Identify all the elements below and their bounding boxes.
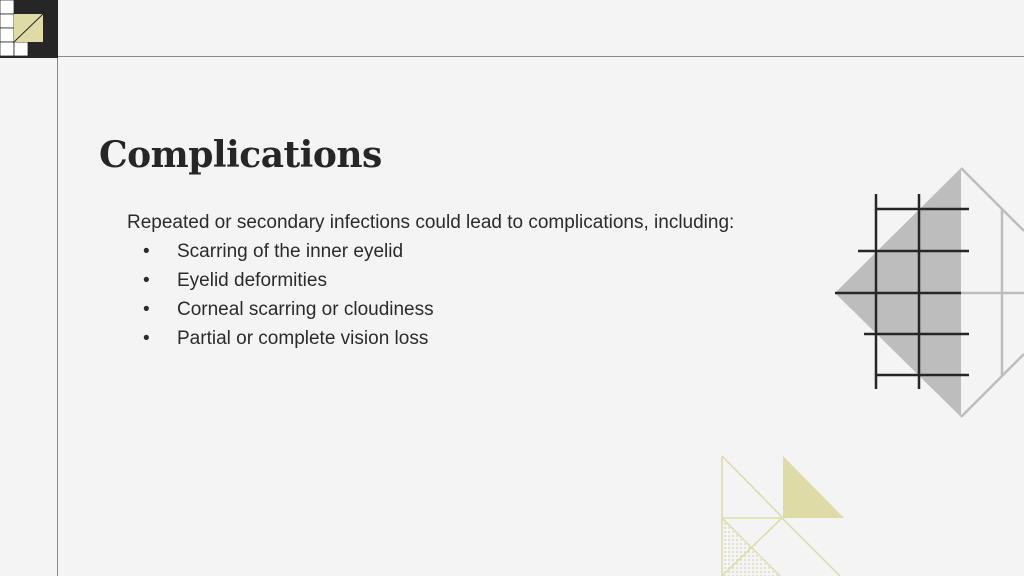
list-item-text: Corneal scarring or cloudiness <box>177 299 434 320</box>
top-divider-line <box>57 56 1024 57</box>
list-item-text: Partial or complete vision loss <box>177 328 429 349</box>
diamond-grid-graphic-icon <box>832 165 1024 420</box>
bullet-dot-icon: • <box>143 241 150 262</box>
bullet-dot-icon: • <box>143 270 150 291</box>
triangle-pattern-graphic-icon <box>720 455 850 576</box>
list-item <box>127 237 753 266</box>
bullet-dot-icon: • <box>143 299 150 320</box>
list-item <box>127 295 753 324</box>
slide-title: Complications <box>99 134 382 176</box>
bullet-dot-icon: • <box>143 328 150 349</box>
slide-body <box>127 208 753 353</box>
left-divider-line <box>57 0 58 576</box>
list-item-text: Eyelid deformities <box>177 270 327 291</box>
list-item <box>127 266 753 295</box>
list-item <box>127 324 753 353</box>
list-item-text: Scarring of the inner eyelid <box>177 241 404 262</box>
checkered-square-logo-icon <box>0 0 58 58</box>
complications-list <box>127 237 753 353</box>
intro-paragraph: Repeated or secondary infections could lead to complications, including: <box>127 212 735 233</box>
